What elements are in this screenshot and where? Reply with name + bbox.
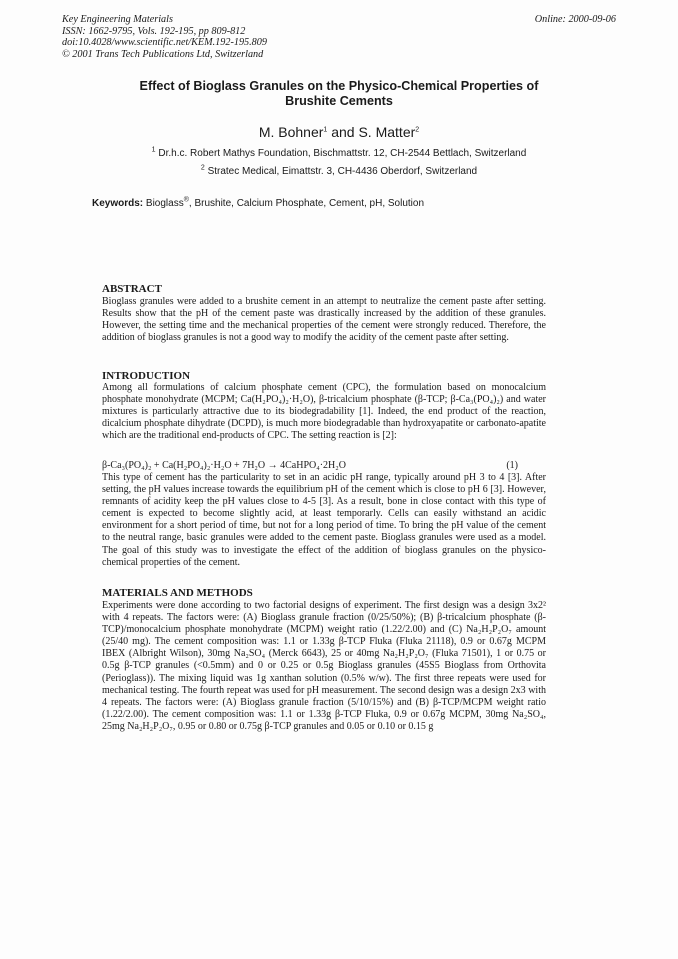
- abstract-heading: ABSTRACT: [102, 283, 162, 295]
- copyright-line: © 2001 Trans Tech Publications Ltd, Switzerland: [62, 48, 264, 60]
- keywords-rest: , Brushite, Calcium Phosphate, Cement, pH, Solution: [188, 198, 425, 209]
- online-date: Online: 2000-09-06: [534, 14, 616, 25]
- author-1-mark: 1: [323, 126, 328, 134]
- affiliation-1: [100, 148, 578, 159]
- journal-name: Key Engineering Materials: [62, 14, 173, 25]
- author-1: M. Bohner: [258, 124, 324, 140]
- title-line-1: Effect of Bioglass Granules on the Physico-Chemical Properties of: [139, 79, 539, 93]
- author-2-mark: 2: [415, 126, 420, 134]
- setting-reaction-equation: [102, 460, 546, 471]
- methods-text: Experiments were done according to two factorial designs of experiment. The first design was a design 3x2² with 4 repeats. The factors were: (A) Bioglass granule fraction (0/25/50%); (B) β-tricalcium phosphate (β-TCP)/monocalcium phosphate monohydrate (MCPM) weight ratio (1.22/2.00) and (C) Na₂H₂P₂O₇ amount (25/40 mg). The cement composition was: 1.1 or 1.33g β-TCP Fluka (Fluka 21118), 0.9 or 0.67g MCPM IBEX (Albright Wilson), 30mg Na₂SO₄ (Merck 6643), 25 or 40mg Na₂H₂P₂O₇ (Fluka 71501), 1 or 0.75 or 0.5g β-TCP granules (<0.5mm) and 0 or 0.25 or 0.5g Bioglass granules (45S5 Bioglass from Orthovita (Perioglass)). The mixing liquid was 1g xanthan solution (0.5% w/w). The first three repeats were used for mechanical testing. The fourth repeat was used for pH measurement. The second design was a design 2x3 with 4 repeats. The factors were: (A) Bioglass granule fraction (5/10/15%) and (B) β-TCP/MCPM weight ratio (1.22/2.00). The cement composition was: 1.1 or 1.33g β-TCP Fluka, 0.9 or 0.67g MCPM, 30mg Na₂SO₄, 25mg Na₂H₂P₂O₇, 0.95 or 0.80 or 0.75g β-TCP granules and 0.05 or 0.10 or 0.15 g: [102, 600, 546, 732]
- author-conjunction: and: [327, 124, 359, 140]
- introduction-heading: INTRODUCTION: [102, 370, 191, 382]
- methods-heading: MATERIALS AND METHODS: [102, 587, 253, 599]
- doi-line: doi:10.4028/www.scientific.net/KEM.192-195.809: [62, 37, 267, 49]
- affiliation-2-mark: 2: [200, 164, 205, 172]
- keywords-line: [92, 198, 592, 209]
- introduction-paragraph-2: This type of cement has the particularity to set in an acidic pH range, typically around pH 3 to 4 [3]. After setting, the pH values increase towards the equilibrium pH of the cement which is close to pH 6 [3]. However, remnants of acidity keep the pH values close to 4-5 [3]. As a result, bone in close contact with this type of cement is expected to become slightly acid, at least temporarly. Cells can easily withstand an acidic environment for a short period of time, but not for a long period of time. To bring the pH value of the cement to the neutral range, basic granules were added to the cement paste. Bioglass granules were used as a model. The goal of this study was to investigate the effect of the addition of bioglass granules on the physico-chemical properties of the cement.: [102, 472, 546, 568]
- equation-number: (1): [506, 460, 518, 471]
- keyword-bioglass: Bioglass: [145, 198, 184, 209]
- affiliation-2-text: Stratec Medical, Eimattstr. 3, CH-4436 Oberdorf, Switzerland: [207, 166, 478, 177]
- issn-line: ISSN: 1662-9795, Vols. 192-195, pp 809-812: [62, 25, 246, 37]
- affiliation-2: [100, 166, 578, 177]
- affiliation-1-text: Dr.h.c. Robert Mathys Foundation, Bischmattstr. 12, CH-2544 Bettlach, Switzerland: [158, 148, 527, 159]
- journal-header: [62, 14, 267, 60]
- introduction-paragraph-1: Among all formulations of calcium phosphate cement (CPC), the formulation based on monocalcium phosphate monohydrate (MCPM; Ca(H₂PO₄)₂·H₂O), β-tricalcium phosphate (β-TCP; β-Ca₃(PO₄)₂) and water mixtures is particularly attractive due to its biodegradability [1]. Indeed, the end product of the reaction, dicalcium phosphate dihydrate (DCPD), is much more biodegradable than hydroxyapatite or carbonato-apatite which are the traditional end-products of CPC. The setting reaction is [2]:: [102, 382, 546, 442]
- equation-text: β-Ca₃(PO₄)₂ + Ca(H₂PO₄)₂·H₂O + 7H₂O → 4CaHPO₄·2H₂O: [102, 460, 346, 471]
- author-list: [100, 124, 578, 140]
- author-2: S. Matter: [358, 124, 416, 140]
- title-line-2: Brushite Cements: [285, 93, 393, 108]
- abstract-text: Bioglass granules were added to a brushite cement in an attempt to neutralize the cement paste after setting. Results show that the pH of the cement paste was drastically increased by the addition of these granules. However, the setting time and the mechanical properties of the cement were strongly reduced. Therefore, the addition of bioglass granules is not a good way to modify the acidity of the cement paste after setting.: [102, 296, 546, 344]
- paper-title: [100, 79, 578, 108]
- registered-mark: ®: [183, 196, 189, 204]
- keywords-label: Keywords:: [92, 198, 144, 209]
- affiliation-1-mark: 1: [151, 146, 156, 154]
